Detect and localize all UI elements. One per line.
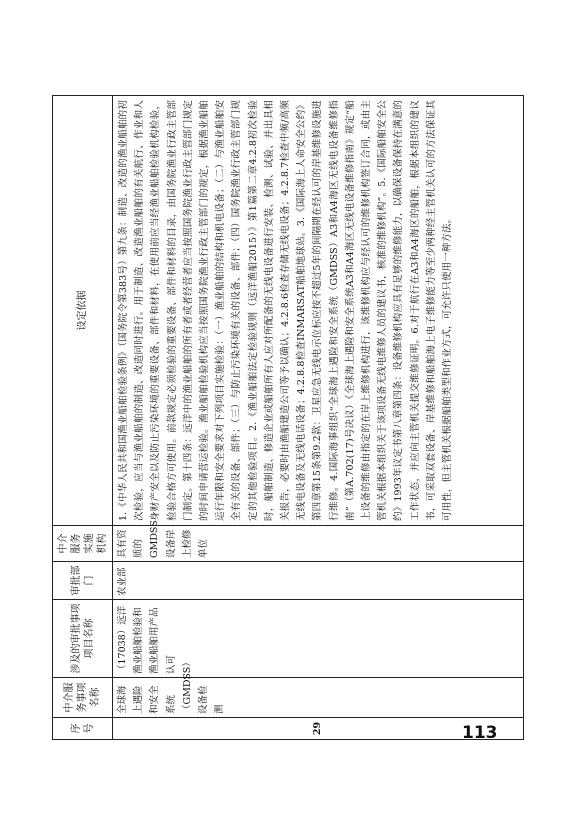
header-no: 序号 (53, 718, 113, 740)
header-agency: 中介服务实施机构 (53, 526, 113, 562)
cell-agency: 具有资质的GMDSS设备岸上检修单位 (113, 526, 524, 562)
page-number: 113 (462, 723, 498, 743)
cell-service-name: 全球海上遇险和安全系统（GMDSS）设备检测 (113, 678, 524, 718)
table-header-row (53, 96, 113, 740)
cell-basis: 1.《中华人民共和国渔业船舶检验条例》（国务院令第383号）第九条：制造、改造的渔业船舶的初次检验，应当与渔业船舶的制造、改造同时进行。用于制造、改造渔业船舶的有关航行、作业和人身财产安全以及防止污染环境的重要设备、部件和材料，在使用前应当经渔业船舶检验机构检验，检验合格方可使用。前款规定必须检验的重要设备、部件和材料的目录，由国务院渔业行政主管部门制定。第十四条：远洋中的渔业船舶的所有者或者经营者应当按照国务院渔业行政主管部门规定的时间申请营运检验。渔业船舶检验机构应当按照国务院渔业行政主管部门的规定，根据渔业船舶运行年限和安全要求对下列项目实施检验：（一）渔业船舶的结构和机电设备；（二）与渔业船舶安全有关的设备、部件；（三）与防止污染环境有关的设备、部件；（四）国务院渔业行政主管部门规定的其他检验项目。2.《渔业船舶法定检验规则（远洋渔船2015）》第1篇第二章4.2.8初次检验时，船舶制造、修造企业或船舶所有人应对所配备的无线电设备进行安装、检测、试验、并出具相关报告，必要时由渔船建造公司等予以确认；4.2.8.6检查存储无线电设备；4.2.8.7检查中频/高频无线电设备及无线电话设备；4.2.8.8检查INMARSAT船舶地球站。3.《国际海上人命安全公约》第四章第15条第9.2款：卫星应急无线电示位标应按不超过5年的间隔期在经认可的岸基维修设施进行维修。4.国际海事组织“全球海上遇险和安全系统（GMDSS）A3和A4海区无线电设备维修指南”（第A.702(17)号决议）《全球海上遇险和安全系统A3和A4海区无线电设备维修指南》规定“船上设备的维修由指定的在岸上维修机构进行，该维修机构应与经认可的维修机构签订合同，或由主管机关根据本组织关于该项设备无线电维修人员的建议书，核准的维修机构”。5.《国际船舶安全公约》1993年议定书第八章第四条：设备维修机构应具有足够的维修能力，以确保设备保持在满意的工作状态，并应向主管机关提交维修证明。6.对于航行在A3和A4海区的船舶，根据本组织的建议书，可采取双套设备、岸基维修和船舶海上电子维修能力等至少两种经主管机关认可的方法保证其可用性，但主管机关根据船舶类型和作业方式，可允许只使用一种方法。 (113, 96, 524, 526)
header-service-name: 中介服务事项名称 (53, 678, 113, 718)
header-basis: 设定依据 (53, 96, 113, 526)
header-approval-item: 涉及的审批事项项目名称 (53, 600, 113, 678)
cell-department: 农业部 (113, 562, 524, 600)
intermediary-service-table (52, 95, 524, 740)
header-department: 审批部门 (53, 562, 113, 600)
cell-approval-item: （17038）远洋渔业船舶检验和渔业船舶用产品认可 (113, 600, 524, 678)
table-row (113, 96, 524, 740)
rotated-table-container (52, 96, 524, 740)
cell-no: 29 (113, 718, 524, 740)
